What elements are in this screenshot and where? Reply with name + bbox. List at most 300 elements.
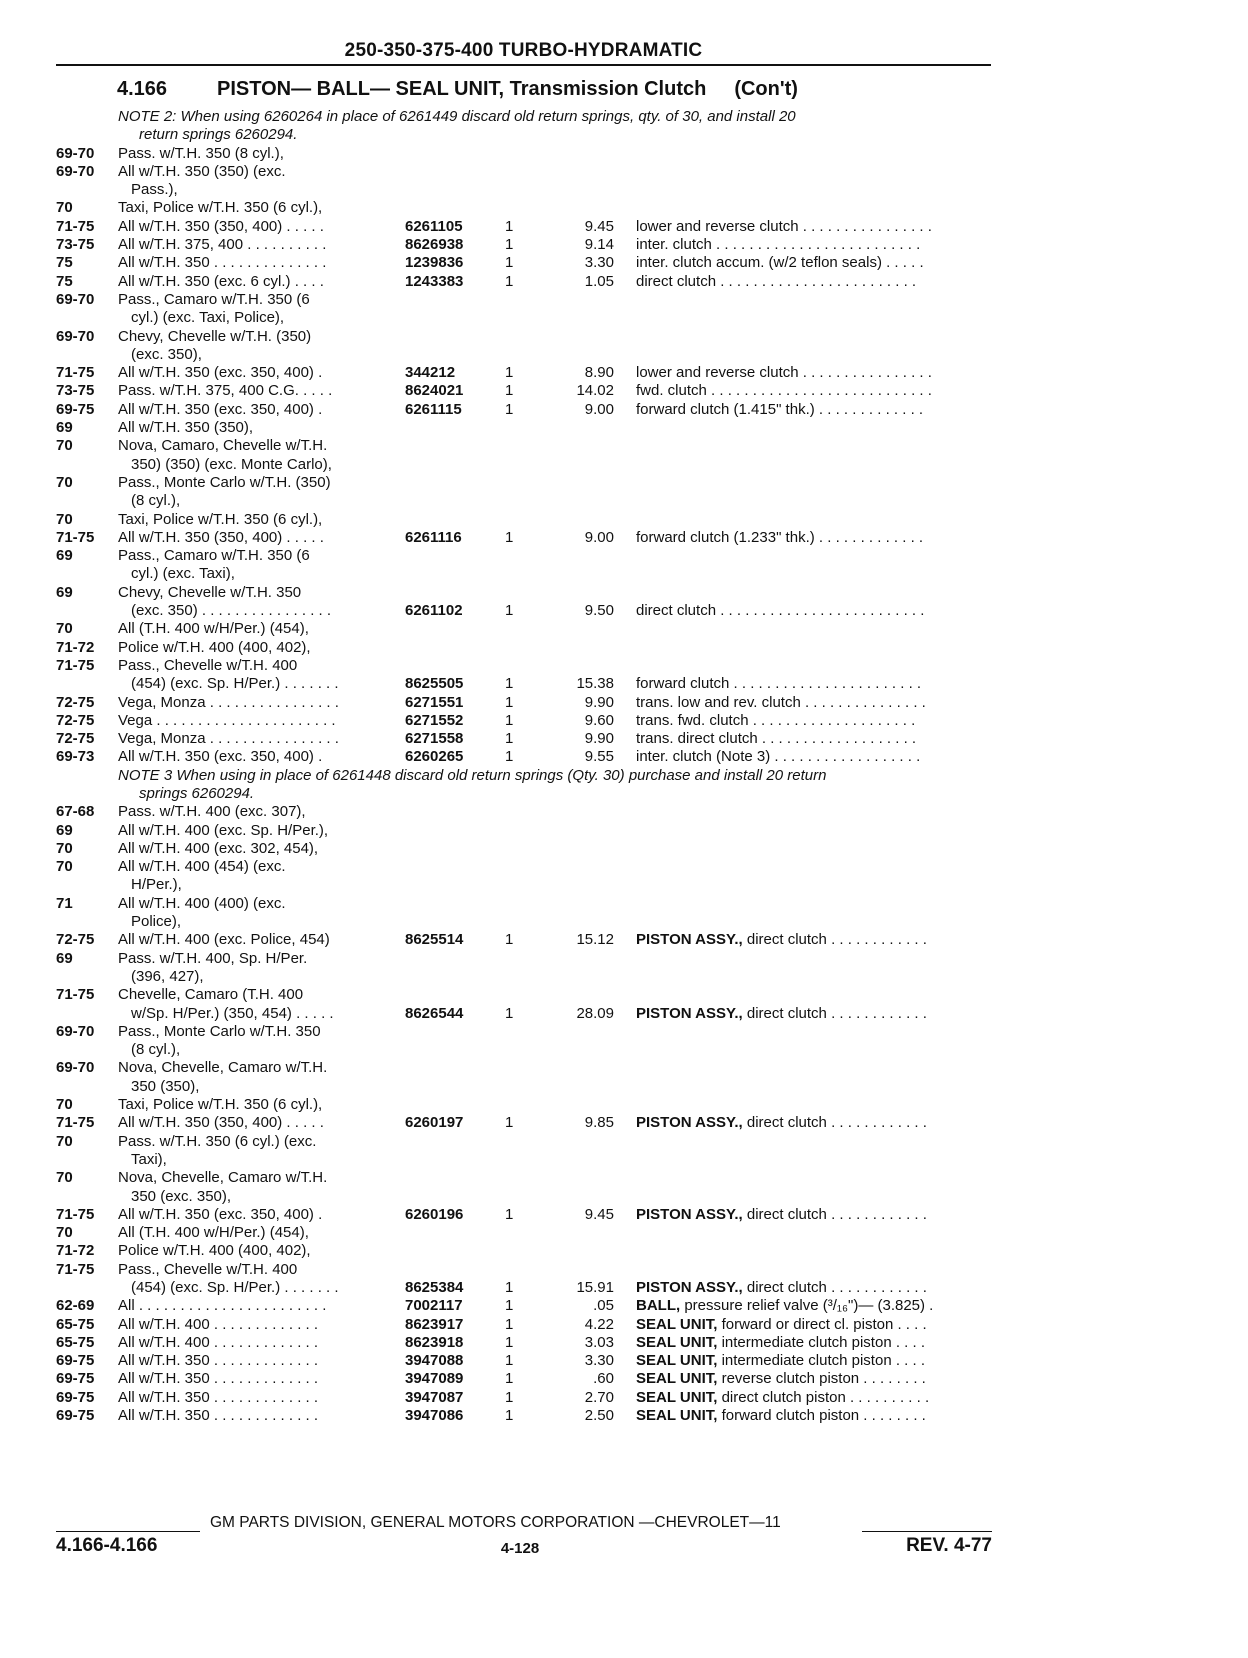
model-years: 72-75: [56, 730, 95, 748]
part-number: 8624021: [405, 382, 464, 400]
table-row: [0, 694, 1248, 712]
quantity: 1: [505, 528, 514, 546]
description: [636, 1114, 927, 1132]
description: [636, 1352, 925, 1370]
note-line: [0, 767, 1248, 785]
application: cyl.) (exc. Taxi, Police),: [131, 309, 285, 327]
price: 2.50: [584, 1407, 614, 1425]
model-years: 72-75: [56, 931, 95, 949]
table-row: [0, 456, 1248, 474]
table-row: [0, 1407, 1248, 1425]
table-row: [0, 236, 1248, 254]
table-row: [0, 1261, 1248, 1279]
application: 350) (350) (exc. Monte Carlo),: [131, 455, 332, 473]
description-part-name: PISTON ASSY.,: [636, 1205, 743, 1223]
application: 350 (exc. 350),: [131, 1187, 232, 1205]
application: Pass., Camaro w/T.H. 350 (6: [118, 290, 310, 308]
application: All (T.H. 400 w/H/Per.) (454),: [118, 620, 309, 638]
table-row: [0, 309, 1248, 327]
model-years: 69-75: [56, 1388, 95, 1406]
description-text: inter. clutch (Note 3) . . . . . . . . . . . . . . . . . .: [636, 748, 921, 766]
quantity: 1: [505, 1004, 514, 1022]
quantity: 1: [505, 675, 514, 693]
footer-rule-right: [862, 1531, 992, 1532]
model-years: 71-72: [56, 638, 95, 656]
note-text: return springs 6260294.: [139, 126, 298, 144]
description-text: direct clutch . . . . . . . . . . . .: [742, 1004, 927, 1022]
application: Pass. w/T.H. 400, Sp. H/Per.: [118, 949, 308, 967]
price: 3.03: [584, 1333, 614, 1351]
description-text: forward or direct cl. piston . . . .: [717, 1315, 927, 1333]
table-row: [0, 291, 1248, 309]
quantity: 1: [505, 382, 514, 400]
table-row: [0, 1352, 1248, 1370]
quantity: 1: [505, 730, 514, 748]
model-years: 72-75: [56, 711, 95, 729]
application: Chevy, Chevelle w/T.H. (350): [118, 327, 312, 345]
application: 350 (350),: [131, 1077, 200, 1095]
application: Chevy, Chevelle w/T.H. 350: [118, 583, 302, 601]
application: Police w/T.H. 400 (400, 402),: [118, 638, 311, 656]
description-part-name: PISTON ASSY.,: [636, 1114, 743, 1132]
description-text: forward clutch . . . . . . . . . . . . . . . . . . . . . . .: [636, 675, 922, 693]
quantity: 1: [505, 1333, 514, 1351]
table-row: [0, 474, 1248, 492]
description: [636, 931, 927, 949]
model-years: 69-70: [56, 144, 95, 162]
description-part-name: SEAL UNIT,: [636, 1370, 718, 1388]
price: 9.45: [584, 217, 614, 235]
price: 9.00: [584, 528, 614, 546]
table-row: [0, 986, 1248, 1004]
description-text: direct clutch . . . . . . . . . . . . . . . . . . . . . . . .: [636, 272, 917, 290]
model-years: 70: [56, 473, 73, 491]
table-row: [0, 1224, 1248, 1242]
description: [636, 730, 916, 748]
application: Pass., Chevelle w/T.H. 400: [118, 1260, 298, 1278]
table-row: [0, 1334, 1248, 1352]
application: All w/T.H. 350 . . . . . . . . . . . . .: [118, 1352, 319, 1370]
model-years: 69-70: [56, 1022, 95, 1040]
application: Pass. w/T.H. 350 (6 cyl.) (exc.: [118, 1132, 317, 1150]
application: All (T.H. 400 w/H/Per.) (454),: [118, 1224, 309, 1242]
price: 2.70: [584, 1388, 614, 1406]
application: Nova, Chevelle, Camaro w/T.H.: [118, 1169, 328, 1187]
application: All w/T.H. 350 . . . . . . . . . . . . .: [118, 1370, 319, 1388]
description-text: trans. direct clutch . . . . . . . . . . . . . . . . . . .: [636, 730, 917, 748]
application: All w/T.H. 350 . . . . . . . . . . . . .: [118, 1388, 319, 1406]
description-text: reverse clutch piston . . . . . . . .: [717, 1370, 926, 1388]
description-part-name: SEAL UNIT,: [636, 1315, 718, 1333]
application: (396, 427),: [131, 967, 204, 985]
price: 9.14: [584, 236, 614, 254]
application: All w/T.H. 350 (exc. 350, 400) .: [118, 400, 323, 418]
model-years: 71: [56, 894, 73, 912]
application: cyl.) (exc. Taxi),: [131, 565, 235, 583]
model-years: 71-75: [56, 217, 95, 235]
model-years: 69-70: [56, 290, 95, 308]
model-years: 70: [56, 1224, 73, 1242]
part-number: 3947087: [405, 1388, 464, 1406]
model-years: 69-70: [56, 1059, 95, 1077]
application: All w/T.H. 400 (400) (exc.: [118, 894, 286, 912]
model-years: 70: [56, 437, 73, 455]
model-years: 62-69: [56, 1297, 95, 1315]
table-row: [0, 1370, 1248, 1388]
price: 9.60: [584, 711, 614, 729]
description: [636, 401, 923, 419]
application: All w/T.H. 350 (exc. 350, 400) .: [118, 1205, 323, 1223]
application: All w/T.H. 350 (exc. 350, 400) .: [118, 364, 323, 382]
table-row: [0, 163, 1248, 181]
part-number: 1239836: [405, 254, 464, 272]
quantity: 1: [505, 711, 514, 729]
application: Nova, Chevelle, Camaro w/T.H.: [118, 1059, 328, 1077]
quantity: 1: [505, 1279, 514, 1296]
description-text: forward clutch (1.415" thk.) . . . . . . . . . . . . .: [636, 400, 924, 418]
table-row: [0, 1206, 1248, 1224]
price: 9.90: [584, 693, 614, 711]
description: [636, 1279, 927, 1297]
description: [636, 1297, 933, 1315]
description: [636, 529, 923, 547]
table-row: [0, 1242, 1248, 1260]
application: All . . . . . . . . . . . . . . . . . . . . . . .: [118, 1297, 327, 1315]
price: .60: [593, 1370, 614, 1388]
price: 9.55: [584, 748, 614, 766]
description-text: lower and reverse clutch . . . . . . . . . . . . . . . .: [636, 217, 932, 235]
part-number: 3947089: [405, 1370, 464, 1388]
application: Vega, Monza . . . . . . . . . . . . . . . .: [118, 730, 339, 748]
table-row: [0, 1023, 1248, 1041]
description-text: direct clutch . . . . . . . . . . . . . . . . . . . . . . . . .: [636, 602, 925, 620]
application: w/Sp. H/Per.) (350, 454) . . . . .: [131, 1004, 334, 1022]
description-part-name: SEAL UNIT,: [636, 1407, 718, 1425]
application: Vega, Monza . . . . . . . . . . . . . . . .: [118, 693, 339, 711]
model-years: 71-75: [56, 656, 95, 674]
application: Taxi, Police w/T.H. 350 (6 cyl.),: [118, 510, 323, 528]
note-text: springs 6260294.: [139, 784, 255, 802]
table-row: [0, 419, 1248, 437]
application: All w/T.H. 400 (exc. Police, 454): [118, 931, 330, 949]
application: All w/T.H. 350 (exc. 6 cyl.) . . . .: [118, 272, 324, 290]
application: Police w/T.H. 400 (400, 402),: [118, 1242, 311, 1260]
part-number: 8626938: [405, 236, 464, 254]
model-years: 70: [56, 199, 73, 217]
footer-rule-left: [56, 1531, 200, 1532]
table-row: [0, 602, 1248, 620]
application: All w/T.H. 400 . . . . . . . . . . . . .: [118, 1333, 319, 1351]
table-row: [0, 1005, 1248, 1023]
application: All w/T.H. 350 (350),: [118, 419, 254, 437]
application: Pass., Chevelle w/T.H. 400: [118, 656, 298, 674]
table-row: [0, 950, 1248, 968]
part-number: 6271552: [405, 711, 464, 729]
application: Pass. w/T.H. 350 (8 cyl.),: [118, 144, 284, 162]
table-row: [0, 675, 1248, 693]
model-years: 71-75: [56, 1260, 95, 1278]
table-row: [0, 565, 1248, 583]
quantity: 1: [505, 217, 514, 235]
part-number: 6271558: [405, 730, 464, 748]
table-row: [0, 1151, 1248, 1169]
description-part-name: SEAL UNIT,: [636, 1333, 718, 1351]
description: [636, 382, 932, 400]
description-text: direct clutch . . . . . . . . . . . .: [742, 931, 927, 949]
application: All w/T.H. 350 (350, 400) . . . . .: [118, 217, 324, 235]
application: Pass., Monte Carlo w/T.H. (350): [118, 473, 331, 491]
application: Pass. w/T.H. 400 (exc. 307),: [118, 803, 306, 821]
table-row: [0, 876, 1248, 894]
model-years: 69-75: [56, 400, 95, 418]
description: [636, 1370, 926, 1388]
quantity: 1: [505, 931, 514, 949]
table-row: [0, 895, 1248, 913]
application: All w/T.H. 400 (454) (exc.: [118, 858, 286, 876]
model-years: 69-75: [56, 1407, 95, 1425]
part-number: 6260197: [405, 1114, 464, 1132]
table-row: [0, 181, 1248, 199]
model-years: 69: [56, 583, 73, 601]
application: All w/T.H. 350 . . . . . . . . . . . . . .: [118, 254, 327, 272]
description: [636, 675, 921, 693]
model-years: 69: [56, 821, 73, 839]
table-row: [0, 1279, 1248, 1297]
application: Pass. w/T.H. 375, 400 C.G. . . . .: [118, 382, 333, 400]
description-part-name: PISTON ASSY.,: [636, 1279, 743, 1296]
application: Pass.),: [131, 181, 178, 199]
table-row: [0, 1188, 1248, 1206]
description-text: intermediate clutch piston . . . .: [717, 1352, 926, 1370]
part-number: 6261115: [405, 400, 462, 418]
model-years: 70: [56, 1132, 73, 1150]
part-number: 8625505: [405, 675, 464, 693]
table-row: [0, 1169, 1248, 1187]
price: 15.38: [576, 675, 614, 693]
quantity: 1: [505, 236, 514, 254]
table-row: [0, 145, 1248, 163]
part-number: 6261102: [405, 602, 463, 620]
table-row: [0, 437, 1248, 455]
table-row: [0, 1133, 1248, 1151]
table-row: [0, 712, 1248, 730]
application: All w/T.H. 350 (350, 400) . . . . .: [118, 528, 324, 546]
model-years: 69-75: [56, 1352, 95, 1370]
application: (exc. 350) . . . . . . . . . . . . . . . .: [131, 602, 332, 620]
description-text: lower and reverse clutch . . . . . . . . . . . . . . . .: [636, 364, 932, 382]
table-row: [0, 620, 1248, 638]
application: Taxi, Police w/T.H. 350 (6 cyl.),: [118, 1096, 323, 1114]
application: Nova, Camaro, Chevelle w/T.H.: [118, 437, 328, 455]
part-number: 6260265: [405, 748, 464, 766]
part-number: 6261105: [405, 217, 463, 235]
description-part-name: SEAL UNIT,: [636, 1352, 718, 1370]
description: [636, 748, 920, 766]
table-row: [0, 1078, 1248, 1096]
application: All w/T.H. 350 (350) (exc.: [118, 162, 286, 180]
quantity: 1: [505, 693, 514, 711]
price: 9.45: [584, 1205, 614, 1223]
note-line: [0, 108, 1248, 126]
price: 15.91: [576, 1279, 614, 1296]
quantity: 1: [505, 1388, 514, 1406]
price: 9.00: [584, 400, 614, 418]
model-years: 65-75: [56, 1333, 95, 1351]
part-number: 8626544: [405, 1004, 464, 1022]
model-years: 69-75: [56, 1370, 95, 1388]
part-number: 7002117: [405, 1297, 463, 1315]
description-text: pressure relief valve (³/₁₆")— (3.825) .: [680, 1297, 934, 1315]
description-text: trans. low and rev. clutch . . . . . . . . . . . . . . .: [636, 693, 926, 711]
application: All w/T.H. 350 . . . . . . . . . . . . .: [118, 1407, 319, 1425]
table-row: [0, 401, 1248, 419]
application: Pass., Camaro w/T.H. 350 (6: [118, 547, 310, 565]
model-years: 73-75: [56, 382, 95, 400]
application: (exc. 350),: [131, 345, 202, 363]
section-continued: (Con't): [734, 78, 798, 100]
price: 9.50: [584, 602, 614, 620]
application: Taxi),: [131, 1150, 167, 1168]
table-row: [0, 529, 1248, 547]
model-years: 72-75: [56, 693, 95, 711]
description: [636, 218, 932, 236]
description-text: inter. clutch accum. (w/2 teflon seals) . . . . .: [636, 254, 924, 272]
description-part-name: BALL,: [636, 1297, 681, 1315]
part-number: 8623918: [405, 1333, 464, 1351]
model-years: 69-70: [56, 327, 95, 345]
model-years: 69: [56, 419, 73, 437]
quantity: 1: [505, 272, 514, 290]
price: 15.12: [576, 931, 614, 949]
model-years: 70: [56, 620, 73, 638]
quantity: 1: [505, 602, 514, 620]
description-text: inter. clutch . . . . . . . . . . . . . . . . . . . . . . . . .: [636, 236, 921, 254]
description: [636, 273, 916, 291]
section-title: PISTON— BALL— SEAL UNIT, Transmission Clutch: [217, 78, 707, 100]
table-row: [0, 803, 1248, 821]
part-number: 8625514: [405, 931, 464, 949]
footer-revision: REV. 4-77: [906, 1535, 992, 1556]
part-number: 344212: [405, 364, 456, 382]
price: 9.90: [584, 730, 614, 748]
part-number: 8625384: [405, 1279, 464, 1296]
description-text: forward clutch (1.233" thk.) . . . . . . . . . . . . .: [636, 528, 924, 546]
table-row: [0, 822, 1248, 840]
description: [636, 1389, 929, 1407]
table-row: [0, 840, 1248, 858]
quantity: 1: [505, 748, 514, 766]
table-row: [0, 273, 1248, 291]
price: 9.85: [584, 1114, 614, 1132]
model-years: 69-73: [56, 748, 95, 766]
model-years: 65-75: [56, 1315, 95, 1333]
model-years: 71-75: [56, 1114, 95, 1132]
note-line: [0, 785, 1248, 803]
quantity: 1: [505, 1407, 514, 1425]
application: Police),: [131, 913, 182, 931]
table-row: [0, 547, 1248, 565]
application: Vega . . . . . . . . . . . . . . . . . . . . . .: [118, 711, 336, 729]
description-text: direct clutch . . . . . . . . . . . .: [742, 1205, 927, 1223]
description-text: trans. fwd. clutch . . . . . . . . . . . . . . . . . . . .: [636, 711, 916, 729]
application: (8 cyl.),: [131, 492, 181, 510]
model-years: 70: [56, 1096, 73, 1114]
model-years: 71-75: [56, 528, 95, 546]
price: 4.22: [584, 1315, 614, 1333]
quantity: 1: [505, 364, 514, 382]
description: [636, 1334, 925, 1352]
quantity: 1: [505, 1370, 514, 1388]
table-row: [0, 913, 1248, 931]
footer-publisher: GM PARTS DIVISION, GENERAL MOTORS CORPORATION —CHEVROLET—11: [210, 1514, 781, 1531]
section-heading: [117, 78, 798, 101]
application: All w/T.H. 350 (350, 400) . . . . .: [118, 1114, 324, 1132]
table-row: [0, 346, 1248, 364]
table-row: [0, 748, 1248, 766]
application: All w/T.H. 375, 400 . . . . . . . . . .: [118, 236, 327, 254]
description-part-name: SEAL UNIT,: [636, 1388, 718, 1406]
quantity: 1: [505, 1315, 514, 1333]
table-row: [0, 858, 1248, 876]
quantity: 1: [505, 1205, 514, 1223]
application: All w/T.H. 350 (exc. 350, 400) .: [118, 748, 323, 766]
description: [636, 1407, 926, 1425]
description: [636, 602, 924, 620]
description-part-name: PISTON ASSY.,: [636, 1004, 743, 1022]
model-years: 69: [56, 949, 73, 967]
description-text: intermediate clutch piston . . . .: [717, 1333, 926, 1351]
page-header-title: 250-350-375-400 TURBO-HYDRAMATIC: [344, 40, 703, 61]
description: [636, 364, 932, 382]
model-years: 71-75: [56, 1205, 95, 1223]
description-text: direct clutch . . . . . . . . . . . .: [742, 1279, 927, 1296]
footer-section-range: 4.166-4.166: [56, 1535, 158, 1556]
table-row: [0, 199, 1248, 217]
model-years: 71-75: [56, 364, 95, 382]
note-text: NOTE 3 When using in place of 6261448 discard old return springs (Qty. 30) purchase and install 20 return: [118, 766, 827, 784]
description-text: direct clutch piston . . . . . . . . . .: [717, 1388, 930, 1406]
description: [636, 1206, 927, 1224]
model-years: 69: [56, 547, 73, 565]
table-row: [0, 511, 1248, 529]
table-row: [0, 1389, 1248, 1407]
table-row: [0, 657, 1248, 675]
part-number: 6271551: [405, 693, 464, 711]
footer-page-number: 4-128: [500, 1540, 540, 1557]
table-row: [0, 1297, 1248, 1315]
application: All w/T.H. 400 (exc. Sp. H/Per.),: [118, 821, 329, 839]
application: Pass., Monte Carlo w/T.H. 350: [118, 1022, 321, 1040]
application: (8 cyl.),: [131, 1041, 181, 1059]
table-row: [0, 254, 1248, 272]
table-row: [0, 639, 1248, 657]
price: .05: [593, 1297, 614, 1315]
quantity: 1: [505, 1114, 514, 1132]
description: [636, 694, 926, 712]
model-years: 70: [56, 858, 73, 876]
price: 3.30: [584, 254, 614, 272]
application: Taxi, Police w/T.H. 350 (6 cyl.),: [118, 199, 323, 217]
model-years: 70: [56, 510, 73, 528]
table-row: [0, 730, 1248, 748]
description: [636, 1005, 927, 1023]
model-years: 70: [56, 1169, 73, 1187]
price: 8.90: [584, 364, 614, 382]
model-years: 71-72: [56, 1242, 95, 1260]
table-row: [0, 1041, 1248, 1059]
quantity: 1: [505, 1352, 514, 1370]
price: 3.30: [584, 1352, 614, 1370]
